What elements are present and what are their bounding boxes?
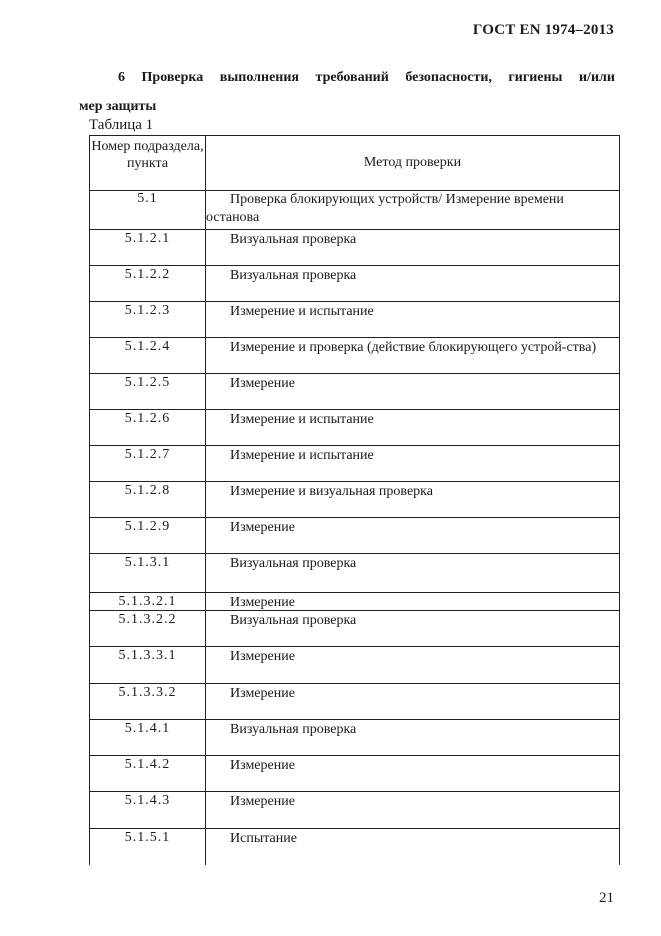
row-number-cell: 5.1.2.4 xyxy=(124,339,171,354)
row-number-cell: 5.1.2.1 xyxy=(124,231,171,246)
row-method-cell: Измерение xyxy=(230,686,295,701)
row-number-cell: 5.1.3.1 xyxy=(124,555,171,570)
section-heading xyxy=(79,63,615,121)
table-row xyxy=(90,266,619,302)
section-number: 6 xyxy=(118,70,125,85)
row-method-cell: Измерение xyxy=(230,520,295,535)
table-row xyxy=(90,756,619,792)
verification-table xyxy=(89,135,620,865)
row-number-cell: 5.1.3.2.2 xyxy=(118,612,177,627)
row-method-cell: Визуальная проверка xyxy=(230,556,357,571)
section-word: безопасности, xyxy=(405,70,492,85)
table-row xyxy=(90,190,619,230)
document-code: ГОСТ EN 1974–2013 xyxy=(472,22,614,38)
row-method-cell: Визуальная проверка xyxy=(230,722,357,737)
row-number-cell: 5.1.2.3 xyxy=(124,303,171,318)
row-method-cell: Проверка блокирующих устройств/ Измерение времени останова xyxy=(206,192,564,225)
row-method-cell: Измерение и проверка (действие блокирующего устрой-ства) xyxy=(230,340,597,355)
table-row xyxy=(90,554,619,593)
table-row xyxy=(90,302,619,338)
table-row xyxy=(90,230,619,266)
section-word: гигиены xyxy=(508,70,563,85)
row-number-cell: 5.1.4.1 xyxy=(124,721,171,736)
row-number-cell: 5.1.2.6 xyxy=(124,411,171,426)
row-number-cell: 5.1.2.9 xyxy=(124,519,171,534)
page-number: 21 xyxy=(599,890,614,906)
table-row xyxy=(90,338,619,374)
row-number-cell: 5.1.2.7 xyxy=(124,447,171,462)
row-number-cell: 5.1.3.3.1 xyxy=(118,648,177,663)
row-number-cell: 5.1 xyxy=(137,191,158,206)
row-method-cell: Визуальная проверка xyxy=(230,232,357,247)
row-number-cell: 5.1.2.5 xyxy=(124,375,171,390)
table-row xyxy=(90,647,619,684)
table-caption: Таблица 1 xyxy=(89,117,154,133)
row-number-cell: 5.1.2.8 xyxy=(124,483,171,498)
table-header-row xyxy=(90,136,619,191)
row-method-cell: Измерение xyxy=(230,758,295,773)
column-header-number: Номер подраздела, пункта xyxy=(91,139,204,171)
section-word: Проверка xyxy=(141,70,204,85)
table-row xyxy=(90,829,619,865)
table-row xyxy=(90,684,619,720)
section-word: требований xyxy=(315,70,389,85)
row-method-cell: Измерение и испытание xyxy=(230,412,374,427)
row-method-cell: Измерение и визуальная проверка xyxy=(230,484,433,499)
row-method-cell: Измерение xyxy=(230,376,295,391)
table-row xyxy=(90,611,619,647)
row-method-cell: Измерение xyxy=(230,595,295,610)
row-method-cell: Измерение xyxy=(230,794,295,809)
row-number-cell: 5.1.3.3.2 xyxy=(118,685,177,700)
table-row xyxy=(90,374,619,410)
row-method-cell: Измерение и испытание xyxy=(230,304,374,319)
table-row xyxy=(90,482,619,518)
row-number-cell: 5.1.4.2 xyxy=(124,757,171,772)
row-method-cell: Испытание xyxy=(230,831,297,846)
row-number-cell: 5.1.5.1 xyxy=(124,830,171,845)
row-method-cell: Визуальная проверка xyxy=(230,268,357,283)
table-row xyxy=(90,518,619,554)
section-heading-line1 xyxy=(79,63,615,92)
table-row xyxy=(90,446,619,482)
section-word: выполнения xyxy=(219,70,299,85)
row-number-cell: 5.1.3.2.1 xyxy=(118,594,177,609)
column-header-method: Метод проверки xyxy=(363,155,462,170)
row-method-cell: Измерение и испытание xyxy=(230,448,374,463)
row-method-cell: Визуальная проверка xyxy=(230,613,357,628)
table-row xyxy=(90,792,619,829)
table-row xyxy=(90,593,619,611)
row-number-cell: 5.1.4.3 xyxy=(124,793,171,808)
row-number-cell: 5.1.2.2 xyxy=(124,267,171,282)
table-row xyxy=(90,720,619,756)
section-heading-line2: мер защиты xyxy=(79,99,157,114)
row-method-cell: Измерение xyxy=(230,649,295,664)
table-row xyxy=(90,410,619,446)
section-word: и/или xyxy=(578,70,615,85)
